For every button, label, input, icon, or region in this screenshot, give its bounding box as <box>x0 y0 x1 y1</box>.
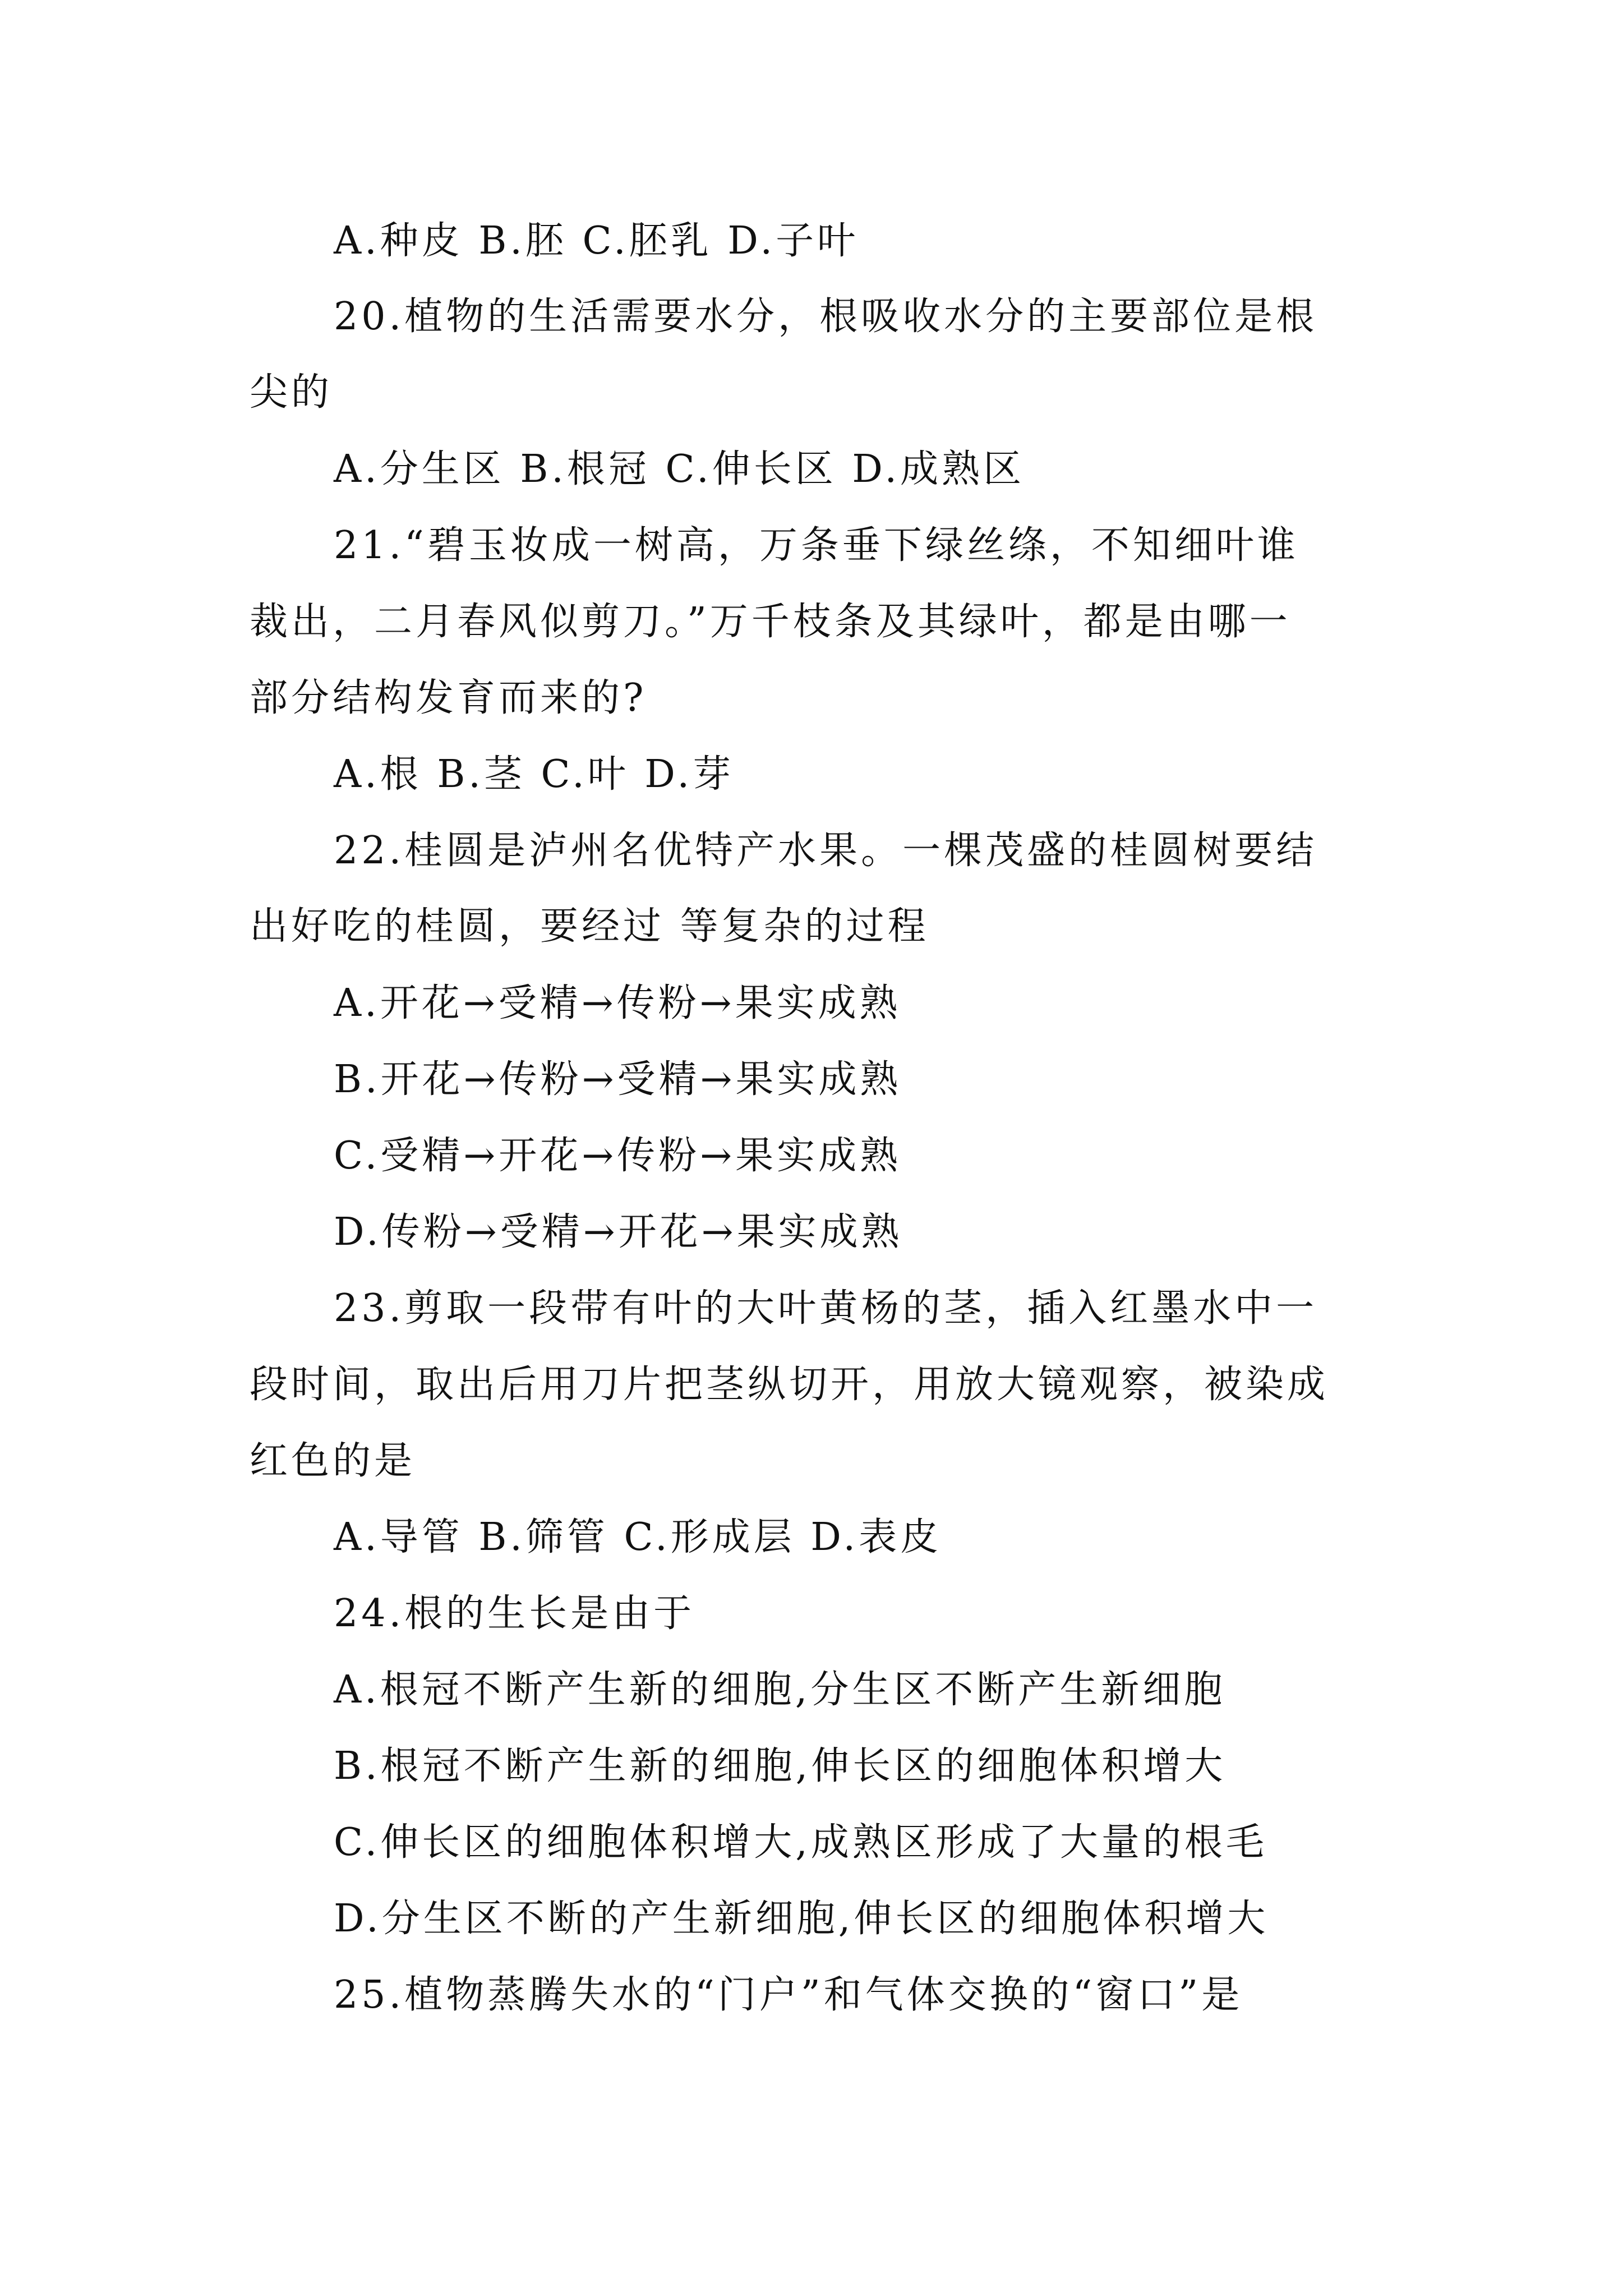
q24-stem: 24.根的生长是由于 <box>334 1591 695 1636</box>
q23-stem-line-1: 23.剪取一段带有叶的大叶黄杨的茎，插入红墨水中一 <box>334 1286 1318 1331</box>
q22-stem-line-1: 22.桂圆是泸州名优特产水果。一棵茂盛的桂圆树要结 <box>334 829 1318 873</box>
q23-stem-line-2: 段时间，取出后用刀片把茎纵切开，用放大镜观察，被染成 <box>250 1363 1329 1407</box>
q21-stem-line-1: 21.“碧玉妆成一树高，万条垂下绿丝绦，不知细叶谁 <box>334 523 1299 568</box>
q21-stem-line-3: 部分结构发育而来的? <box>250 676 647 720</box>
q22-option-b: B.开花→传粉→受精→果实成熟 <box>334 1057 902 1102</box>
q20-options: A.分生区 B.根冠 C.伸长区 D.成熟区 <box>334 447 1025 491</box>
q22-option-c: C.受精→开花→传粉→果实成熟 <box>334 1134 902 1178</box>
q24-option-a: A.根冠不断产生新的细胞,分生区不断产生新细胞 <box>334 1668 1226 1712</box>
q24-option-b: B.根冠不断产生新的细胞,伸长区的细胞体积增大 <box>334 1744 1227 1788</box>
q23-stem-line-3: 红色的是 <box>250 1439 416 1483</box>
q24-option-c: C.伸长区的细胞体积增大,成熟区形成了大量的根毛 <box>334 1820 1267 1865</box>
q23-options: A.导管 B.筛管 C.形成层 D.表皮 <box>334 1515 942 1559</box>
q22-option-d: D.传粉→受精→开花→果实成熟 <box>334 1210 903 1254</box>
q22-option-a: A.开花→受精→传粉→果实成熟 <box>334 981 901 1025</box>
q21-stem-line-2: 裁出，二月春风似剪刀。”万千枝条及其绿叶，都是由哪一 <box>250 600 1291 644</box>
q20-stem-line-1: 20.植物的生活需要水分，根吸收水分的主要部位是根 <box>334 295 1318 339</box>
q22-stem-line-2: 出好吃的桂圆，要经过 等复杂的过程 <box>250 904 929 949</box>
q20-stem-line-2: 尖的 <box>250 370 333 415</box>
q21-options: A.根 B.茎 C.叶 D.芽 <box>334 752 735 797</box>
q25-stem-line-1: 25.植物蒸腾失水的“门户”和气体交换的“窗口”是 <box>334 1973 1243 2017</box>
q24-option-d: D.分生区不断的产生新细胞,伸长区的细胞体积增大 <box>334 1897 1269 1941</box>
q19-options: A.种皮 B.胚 C.胚乳 D.子叶 <box>334 219 859 263</box>
